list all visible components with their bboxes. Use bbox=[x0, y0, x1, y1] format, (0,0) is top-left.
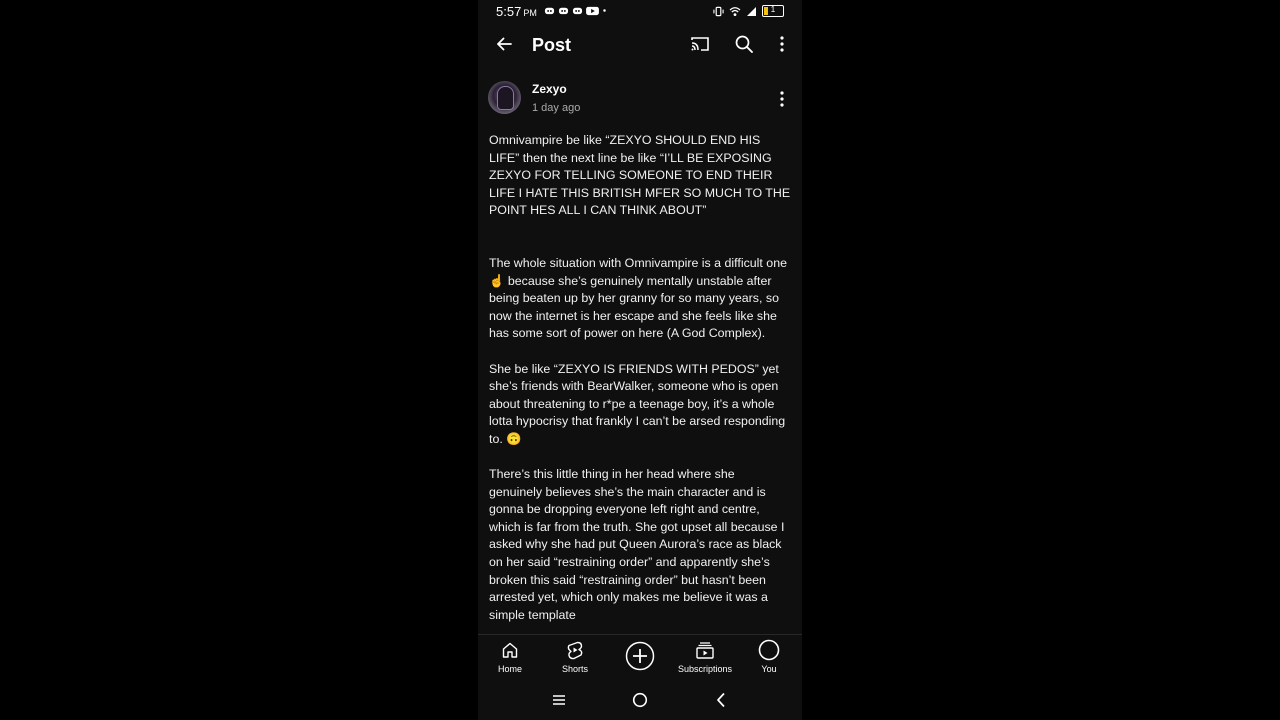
nav-shorts-label: Shorts bbox=[561, 664, 588, 674]
discord-icon bbox=[572, 5, 583, 16]
nav-home-label: Home bbox=[497, 664, 522, 674]
wifi-icon bbox=[729, 6, 741, 17]
shorts-icon bbox=[566, 640, 584, 660]
battery-icon: 1 bbox=[762, 5, 784, 17]
nav-you[interactable] bbox=[737, 639, 801, 674]
post-paragraph: The whole situation with Omnivampire is a difficult one ☝️ because she’s genuinely mentally unstable after being beaten up by her granny for so many years, so now the internet is her escape and she feels like she has some sort of power on here (A God Complex). bbox=[489, 255, 791, 341]
status-right bbox=[713, 5, 784, 17]
post-paragraph: She be like “ZEXYO IS FRIENDS WITH PEDOS” yet she’s friends with BearWalker, someone who is open about threatening to r*pe a teenage boy, it’s a whole lotta hypocrisy that frankly I can’t be arsed responding to. 🙃 bbox=[489, 361, 789, 446]
vibrate-icon bbox=[713, 6, 724, 17]
discord-icon bbox=[558, 5, 569, 16]
nav-subscriptions[interactable] bbox=[673, 639, 737, 674]
nav-home[interactable] bbox=[478, 639, 542, 674]
recent-apps-button[interactable] bbox=[547, 688, 571, 712]
page-title: Post bbox=[532, 35, 572, 55]
post-paragraph: There’s this little thing in her head where she genuinely believes she’s the main character and is gonna be dropping everyone left right and centre, which is far from the truth. She got upset all because I asked why she had put Queen Aurora’s race as black on her said “restraining order” and apparently she’s broken this said “restraining order” but hasn’t been arrested yet, which only makes me believe it was a simple template bbox=[489, 467, 788, 622]
back-arrow-icon bbox=[494, 34, 514, 54]
post-body bbox=[489, 132, 794, 633]
system-home-button[interactable] bbox=[628, 688, 652, 712]
more-vert-icon bbox=[779, 35, 785, 53]
subscriptions-icon bbox=[695, 641, 715, 659]
back-button[interactable] bbox=[490, 30, 518, 58]
add-icon bbox=[625, 641, 655, 671]
author-name[interactable]: Zexyo bbox=[532, 82, 567, 96]
system-back-button[interactable] bbox=[709, 688, 733, 712]
phone-screen bbox=[478, 0, 802, 720]
post-header bbox=[478, 78, 802, 122]
home-icon bbox=[501, 641, 519, 659]
create-button[interactable] bbox=[608, 641, 672, 671]
circle-home-icon bbox=[632, 692, 648, 708]
bottom-navigation bbox=[478, 634, 802, 681]
account-icon bbox=[758, 639, 780, 661]
post-time: 1 day ago bbox=[532, 102, 581, 114]
search-icon bbox=[734, 34, 754, 54]
cast-button[interactable] bbox=[686, 30, 714, 58]
menu-lines-icon bbox=[552, 694, 566, 706]
status-bar bbox=[478, 0, 802, 24]
more-vert-icon bbox=[779, 90, 785, 108]
status-time: 5:57 PM bbox=[496, 4, 537, 19]
youtube-icon bbox=[586, 5, 599, 16]
nav-you-label: You bbox=[761, 664, 777, 674]
notification-icons bbox=[544, 5, 607, 16]
search-button[interactable] bbox=[730, 30, 758, 58]
signal-icon bbox=[746, 6, 757, 17]
app-bar bbox=[478, 24, 802, 66]
nav-shorts[interactable] bbox=[543, 639, 607, 674]
post-menu-button[interactable] bbox=[768, 85, 796, 113]
avatar[interactable] bbox=[488, 81, 521, 114]
dot-icon bbox=[602, 5, 607, 16]
cast-icon bbox=[689, 34, 711, 54]
more-options-button[interactable] bbox=[768, 30, 796, 58]
discord-icon bbox=[544, 5, 555, 16]
post-paragraph: Omnivampire be like “ZEXYO SHOULD END HIS LIFE” then the next line be like “I’LL BE EXPOSING ZEXYO FOR TELLING SOMEONE TO END THEIR LIFE I HATE THIS BRITISH MFER SO MUCH TO THE POINT HES ALL I CAN THINK ABOUT” bbox=[489, 133, 794, 218]
chevron-left-icon bbox=[716, 692, 726, 708]
nav-subscriptions-label: Subscriptions bbox=[677, 664, 733, 674]
system-nav-bar bbox=[478, 680, 802, 720]
